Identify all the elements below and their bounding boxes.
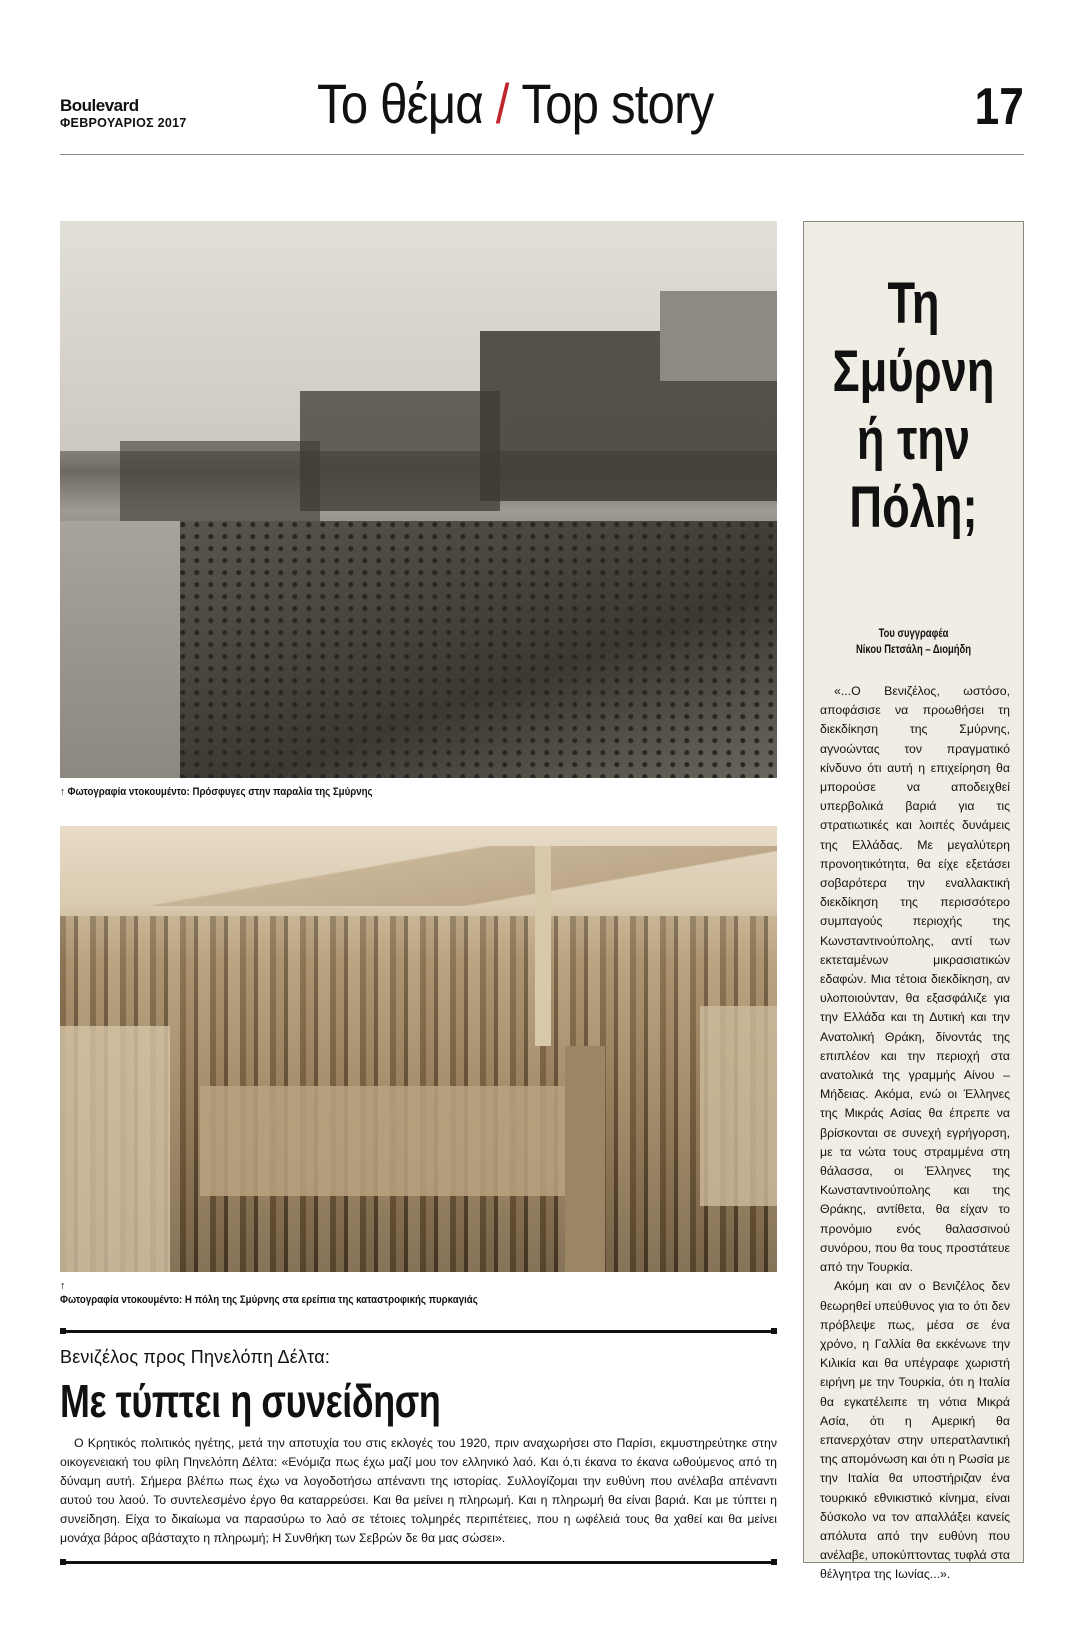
section-title-gr: Το θέμα <box>317 72 483 135</box>
photo-ruined-building <box>60 1026 170 1272</box>
article-bottom-rule <box>60 1561 777 1564</box>
sidebar-title-line: Τη <box>887 271 940 336</box>
smyrna-ruins-photo <box>60 826 777 1272</box>
sidebar-author-label: Του συγγραφέα <box>878 628 949 640</box>
sidebar-box <box>803 221 1024 1582</box>
photo-ruined-building <box>700 1006 777 1206</box>
sidebar-title <box>828 270 999 542</box>
photo1-caption <box>60 786 373 799</box>
section-title-en: Top story <box>521 72 714 135</box>
sidebar-paragraph: «...Ο Βενιζέλος, ωστόσο, αποφάσισε να προωθήσει τη διεκδίκηση της Σμύρνης, αγνοώντας τον πραγματικό κίνδυνο ότι αυτή η επιχείρηση θα μπορούσε να αποδειχθεί υπερβολικά βαριά για τις στρατιωτικές και λοιπές δυνάμεις της Ελλάδας. Με μεγαλύτερη προνοητικότητα, θα είχε εξετάσει σοβαρότερα την εναλλακτική διεκδίκηση της περισσότερο συμπαγούς περιοχής της Κωνσταντινούπολης, αντί των εκτεταμένων μικρασιατικών εδαφών. Μια τέτοια διεκδίκηση, αν υλοποιούνταν, θα εξασφάλιζε για την Ελλάδα και τη Δυτική και την Ανατολική Θράκη, δίνοντάς της επιπλέον και την περιοχή στα ανατολικά της γραμμής Αίνου – Μήδειας. Ακόμα, ενώ οι Έλληνες της Μικράς Ασίας θα έπρεπε να βρίσκονται σε συνεχή εγρήγορση, με τα νώτα τους στραμμένα στη θάλασσα, οι Έλληνες της Κωνσταντινούπολης και της Θράκης, αντίθετα, θα είχαν το προνόμιο ενός θαλασσινού συνόρου, που θα τους προστάτευε από την Τουρκία. <box>820 684 1010 1275</box>
section-title <box>317 72 713 136</box>
section-separator: / <box>495 72 509 135</box>
photo2-caption: Φωτογραφία ντοκουμέντο: Η πόλη της Σμύρνης στα ερείπια της καταστροφικής πυρκαγιάς <box>60 1294 478 1306</box>
sidebar-title-line: Πόλη; <box>849 475 978 540</box>
photo-building <box>120 441 320 521</box>
caption-arrow: ↑ <box>60 786 65 798</box>
photo1-caption-text: Φωτογραφία ντοκουμέντο: Πρόσφυγες στην παραλία της Σμύρνης <box>67 786 373 798</box>
refugees-beach-photo <box>60 221 777 778</box>
article-kicker: Βενιζέλος προς Πηνελόπη Δέλτα: <box>60 1347 331 1367</box>
caption-arrow: ↑ <box>60 1280 66 1292</box>
photo-building <box>300 391 500 511</box>
issue-date: ΦΕΒΡΟΥΑΡΙΟΣ 2017 <box>60 116 187 130</box>
sidebar-text <box>820 682 1010 1585</box>
photo-minaret <box>565 1046 605 1272</box>
sidebar-title-line: ή την <box>856 407 971 472</box>
photo-mountains <box>60 846 777 906</box>
brand-logo: Boulevard <box>60 96 139 115</box>
sidebar-author-name: Νίκου Πετσάλη – Διομήδη <box>855 644 972 656</box>
photo-minaret <box>535 846 551 1046</box>
header-divider <box>60 154 1024 155</box>
photo-wall <box>200 1086 580 1196</box>
article-top-rule <box>60 1330 777 1333</box>
sidebar-paragraph: Ακόμη και αν ο Βενιζέλος δεν θεωρηθεί υπεύθυνος για το ότι δεν πρόβλεψε πως, μέσα σε ένα χρόνο, η Γαλλία θα εκκένωνε την Κιλικία και θα υπέγραφε χωριστή ειρήνη με την Τουρκία, ότι η Ιταλία θα εγκατέλειπε τη νότια Μικρά Ασία, ότι η Αμερική θα επανερχόταν στην υπερατλαντική της απομόνωση και ότι η Ρωσία με την Ιταλία θα υποστήριζαν ένα τουρκικό εθνικιστικό κίνημα, είναι δύσκολο να τον απαλλάξει κανείς απόλυτα από την ευθύνη που ανέλαβε, υποκύπτοντας τυφλά στα θέλγητρα της Ιωνίας...». <box>820 1279 1010 1582</box>
article-headline: Με τύπτει η συνείδηση <box>60 1375 441 1427</box>
page-number: 17 <box>974 78 1024 136</box>
article-body: Ο Κρητικός πολιτικός ηγέτης, μετά την αποτυχία του στις εκλογές του 1920, πριν αναχωρήσει στο Παρίσι, εκμυστηρεύτηκε στην οικογενειακή του φίλη Πηνελόπη Δέλτα: «Ενόμιζα πως έχω μαζί μου τον ελληνικό λαό. Και ό,τι έκανα το έκανα ωθούμενος από τη δύναμη αυτή. Σήμερα βλέπω πως έχω να λογοδοτήσω απέναντι της ιστορίας. Συλλογίζομαι την ευθύνη που ανέλαβα απέναντι αυτού του λαού. Το συντελεσμένο έργο θα καταρρεύσει. Και θα μείνει η πληρωμή. Και η πληρωμή θα είναι βαριά. Και με τύπτει η συνείδηση. Είχα το δικαίωμα να παρασύρω το λαό σε τέτοιες τολμηρές περιπέτειες, που η ωφέλειά τους θα χαθεί και θα μείνει μονάχα βάρος αβάσταχτο η πληρωμή; Η Συνθήκη των Σεβρών δε θα μας σώσει». <box>60 1436 777 1545</box>
photo-crowd <box>180 521 777 778</box>
photo-building <box>660 291 777 381</box>
sidebar-title-line: Σμύρνη <box>832 339 995 404</box>
